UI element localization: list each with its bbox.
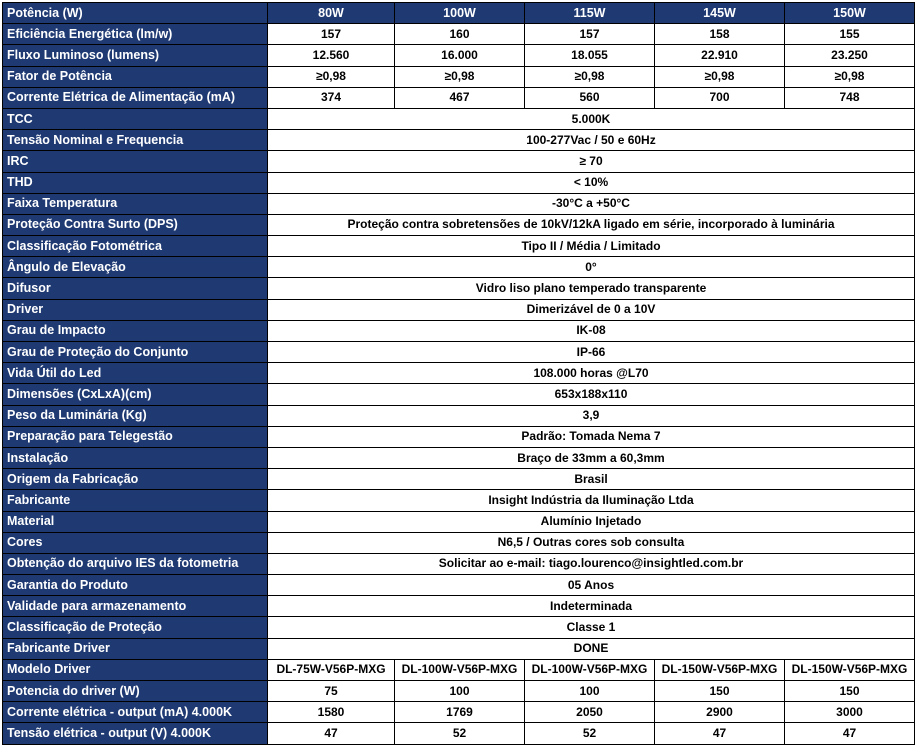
table-row xyxy=(3,236,915,257)
row-value: 47 xyxy=(655,723,785,744)
table-row xyxy=(3,681,915,702)
row-value: 52 xyxy=(525,723,655,744)
row-value: IP-66 xyxy=(268,342,915,363)
row-label: Potencia do driver (W) xyxy=(3,681,268,702)
row-label: Preparação para Telegestão xyxy=(3,426,268,447)
row-label: Validade para armazenamento xyxy=(3,596,268,617)
row-value: 23.250 xyxy=(785,45,915,66)
row-value: ≥0,98 xyxy=(268,66,395,87)
table-row xyxy=(3,87,915,108)
row-value: ≥0,98 xyxy=(785,66,915,87)
model-header: 100W xyxy=(395,3,525,24)
row-label: Tensão Nominal e Frequencia xyxy=(3,130,268,151)
row-value: Dimerizável de 0 a 10V xyxy=(268,299,915,320)
row-value: 1580 xyxy=(268,702,395,723)
row-value: -30°C a +50°C xyxy=(268,193,915,214)
row-value: ≥0,98 xyxy=(525,66,655,87)
row-label: THD xyxy=(3,172,268,193)
row-label: Peso da Luminária (Kg) xyxy=(3,405,268,426)
table-row xyxy=(3,214,915,235)
row-value: 748 xyxy=(785,87,915,108)
row-label: Grau de Proteção do Conjunto xyxy=(3,342,268,363)
table-row xyxy=(3,24,915,45)
table-row xyxy=(3,596,915,617)
table-row xyxy=(3,45,915,66)
row-value: 157 xyxy=(268,24,395,45)
row-value: 108.000 horas @L70 xyxy=(268,363,915,384)
row-value: 100 xyxy=(525,681,655,702)
row-value: 3,9 xyxy=(268,405,915,426)
row-value: 155 xyxy=(785,24,915,45)
model-header: 115W xyxy=(525,3,655,24)
row-value: 5.000K xyxy=(268,108,915,129)
model-header: 150W xyxy=(785,3,915,24)
row-label: Instalação xyxy=(3,447,268,468)
row-label: Classificação Fotométrica xyxy=(3,236,268,257)
row-label: Proteção Contra Surto (DPS) xyxy=(3,214,268,235)
row-label: Classificação de Proteção xyxy=(3,617,268,638)
table-row xyxy=(3,447,915,468)
row-label: IRC xyxy=(3,151,268,172)
row-value: 22.910 xyxy=(655,45,785,66)
row-value: 467 xyxy=(395,87,525,108)
row-label: Material xyxy=(3,511,268,532)
row-label: Obtenção do arquivo IES da fotometria xyxy=(3,553,268,574)
table-row xyxy=(3,511,915,532)
table-row xyxy=(3,299,915,320)
row-value: ≥ 70 xyxy=(268,151,915,172)
table-row xyxy=(3,257,915,278)
table-header-row xyxy=(3,3,915,24)
row-label: Fabricante xyxy=(3,490,268,511)
row-label: Corrente Elétrica de Alimentação (mA) xyxy=(3,87,268,108)
row-value: 0° xyxy=(268,257,915,278)
row-label: Difusor xyxy=(3,278,268,299)
row-value: < 10% xyxy=(268,172,915,193)
table-row xyxy=(3,193,915,214)
row-label: Potência (W) xyxy=(3,3,268,24)
row-label: Grau de Impacto xyxy=(3,320,268,341)
row-label: Modelo Driver xyxy=(3,659,268,680)
row-value: DL-75W-V56P-MXG xyxy=(268,659,395,680)
table-row xyxy=(3,723,915,744)
row-value: 158 xyxy=(655,24,785,45)
table-row xyxy=(3,702,915,723)
row-value: DL-150W-V56P-MXG xyxy=(785,659,915,680)
table-row xyxy=(3,617,915,638)
row-value: Solicitar ao e-mail: tiago.lourenco@insightled.com.br xyxy=(268,553,915,574)
table-row xyxy=(3,342,915,363)
row-value: Insight Indústria da Iluminação Ltda xyxy=(268,490,915,511)
row-value: 12.560 xyxy=(268,45,395,66)
table-row xyxy=(3,130,915,151)
row-label: Garantia do Produto xyxy=(3,575,268,596)
row-value: 05 Anos xyxy=(268,575,915,596)
row-value: Braço de 33mm a 60,3mm xyxy=(268,447,915,468)
row-value: 374 xyxy=(268,87,395,108)
row-value: 75 xyxy=(268,681,395,702)
row-label: Fabricante Driver xyxy=(3,638,268,659)
row-value: Tipo II / Média / Limitado xyxy=(268,236,915,257)
table-row xyxy=(3,490,915,511)
spec-table xyxy=(2,2,915,745)
row-value: DONE xyxy=(268,638,915,659)
row-value: 47 xyxy=(268,723,395,744)
row-value: 47 xyxy=(785,723,915,744)
row-label: Corrente elétrica - output (mA) 4.000K xyxy=(3,702,268,723)
row-value: 2900 xyxy=(655,702,785,723)
row-value: 150 xyxy=(655,681,785,702)
row-value: Classe 1 xyxy=(268,617,915,638)
table-row xyxy=(3,575,915,596)
model-header: 80W xyxy=(268,3,395,24)
row-label: Cores xyxy=(3,532,268,553)
row-value: DL-100W-V56P-MXG xyxy=(395,659,525,680)
row-value: 2050 xyxy=(525,702,655,723)
table-row xyxy=(3,363,915,384)
table-row xyxy=(3,638,915,659)
row-value: ≥0,98 xyxy=(395,66,525,87)
row-value: Alumínio Injetado xyxy=(268,511,915,532)
row-value: 16.000 xyxy=(395,45,525,66)
table-row xyxy=(3,553,915,574)
row-value: IK-08 xyxy=(268,320,915,341)
row-label: Fator de Potência xyxy=(3,66,268,87)
table-row xyxy=(3,66,915,87)
table-row xyxy=(3,108,915,129)
row-label: Dimensões (CxLxA)(cm) xyxy=(3,384,268,405)
row-value: ≥0,98 xyxy=(655,66,785,87)
row-value: N6,5 / Outras cores sob consulta xyxy=(268,532,915,553)
table-row xyxy=(3,426,915,447)
row-value: 160 xyxy=(395,24,525,45)
row-label: Ângulo de Elevação xyxy=(3,257,268,278)
table-row xyxy=(3,405,915,426)
model-header: 145W xyxy=(655,3,785,24)
row-value: Vidro liso plano temperado transparente xyxy=(268,278,915,299)
table-row xyxy=(3,151,915,172)
row-value: 157 xyxy=(525,24,655,45)
table-row xyxy=(3,278,915,299)
row-label: TCC xyxy=(3,108,268,129)
table-row xyxy=(3,659,915,680)
row-value: 560 xyxy=(525,87,655,108)
row-label: Faixa Temperatura xyxy=(3,193,268,214)
row-value: Indeterminada xyxy=(268,596,915,617)
row-value: 100 xyxy=(395,681,525,702)
row-label: Origem da Fabricação xyxy=(3,469,268,490)
table-row xyxy=(3,532,915,553)
row-label: Tensão elétrica - output (V) 4.000K xyxy=(3,723,268,744)
row-value: 653x188x110 xyxy=(268,384,915,405)
row-label: Vida Útil do Led xyxy=(3,363,268,384)
row-value: 3000 xyxy=(785,702,915,723)
row-value: 1769 xyxy=(395,702,525,723)
row-value: 18.055 xyxy=(525,45,655,66)
table-row xyxy=(3,320,915,341)
row-value: 52 xyxy=(395,723,525,744)
spec-table-body xyxy=(3,3,915,745)
row-label: Eficiência Energética (lm/w) xyxy=(3,24,268,45)
row-value: DL-100W-V56P-MXG xyxy=(525,659,655,680)
row-value: Brasil xyxy=(268,469,915,490)
table-row xyxy=(3,469,915,490)
row-value: Padrão: Tomada Nema 7 xyxy=(268,426,915,447)
row-value: Proteção contra sobretensões de 10kV/12kA ligado em série, incorporado à luminária xyxy=(268,214,915,235)
row-value: DL-150W-V56P-MXG xyxy=(655,659,785,680)
row-label: Fluxo Luminoso (lumens) xyxy=(3,45,268,66)
row-label: Driver xyxy=(3,299,268,320)
table-row xyxy=(3,384,915,405)
row-value: 100-277Vac / 50 e 60Hz xyxy=(268,130,915,151)
row-value: 150 xyxy=(785,681,915,702)
table-row xyxy=(3,172,915,193)
row-value: 700 xyxy=(655,87,785,108)
